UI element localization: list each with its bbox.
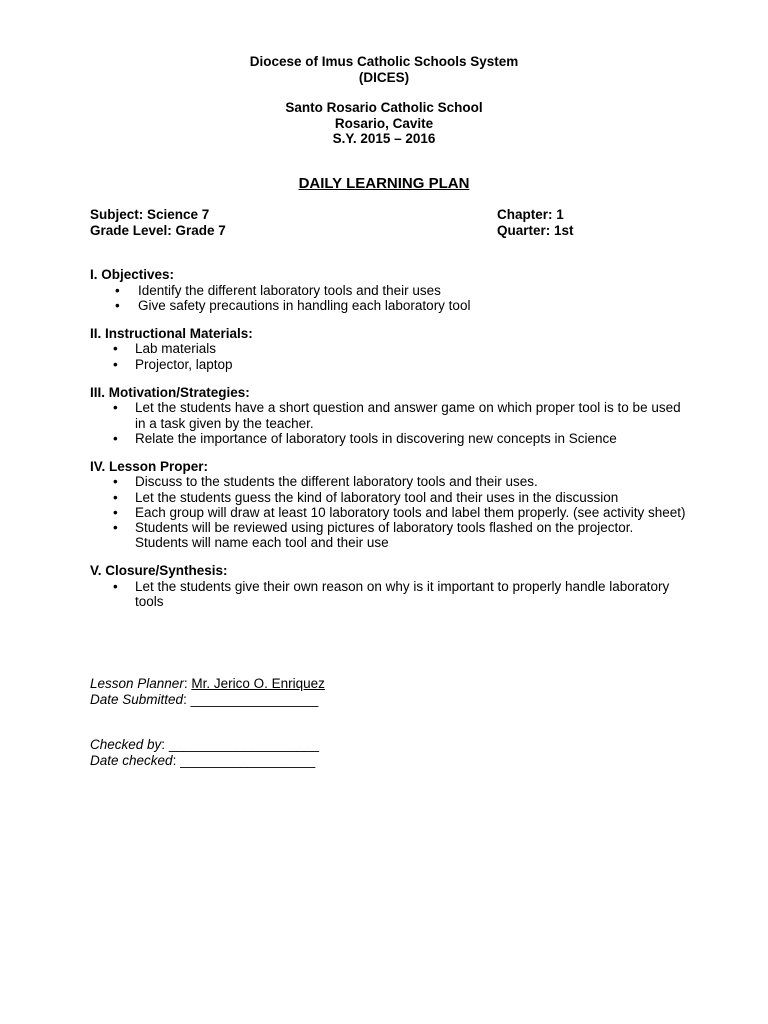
diocese-name: Diocese of Imus Catholic Schools System <box>249 54 519 69</box>
section-heading: V. Closure/Synthesis: <box>90 563 228 579</box>
planner-block <box>90 676 325 707</box>
date-submitted-line: Date Submitted: _________________ <box>90 691 319 707</box>
list-item: • Let the students have a short question and answer game on which proper tool is to be used in a task given by the teacher. <box>90 400 690 430</box>
document-title: DAILY LEARNING PLAN <box>298 175 470 192</box>
planner-line: Lesson Planner: Mr. Jerico O. Enriquez <box>90 676 325 691</box>
list-item: • Relate the importance of laboratory tools in discovering new concepts in Science <box>90 431 690 446</box>
planner-name: Mr. Jerico O. Enriquez <box>191 676 325 691</box>
plan-body <box>90 267 690 622</box>
grade-level-label: Grade Level: Grade 7 <box>90 222 226 238</box>
section-heading: III. Motivation/Strategies: <box>90 384 250 400</box>
subject-label: Subject: Science 7 <box>90 207 210 222</box>
section-objectives <box>90 267 690 313</box>
school-name: Santo Rosario Catholic School <box>285 100 483 115</box>
document-header <box>0 54 768 147</box>
chapter-label: Chapter: 1 <box>497 207 564 222</box>
checked-by-line: Checked by: ____________________ <box>90 737 319 752</box>
list-item: • Lab materials <box>90 341 690 356</box>
section-heading: I. Objectives: <box>90 267 175 282</box>
section-heading: IV. Lesson Proper: <box>90 458 209 474</box>
school-year: S.Y. 2015 – 2016 <box>332 131 436 146</box>
date-submitted-blank: _________________ <box>190 691 319 707</box>
list-item: • Identify the different laboratory tools and their uses <box>90 283 690 298</box>
section-motivation <box>90 385 690 446</box>
planner-label: Lesson Planner <box>90 676 184 691</box>
date-submitted-label: Date Submitted <box>90 691 184 707</box>
list-item: • Let the students give their own reason on why is it important to properly handle laboratory tools <box>90 579 690 609</box>
checked-by-label: Checked by <box>90 737 162 752</box>
section-instructional-materials <box>90 326 690 372</box>
checked-by-blank: ____________________ <box>168 737 319 752</box>
quarter-label: Quarter: 1st <box>497 222 574 238</box>
list-item: • Projector, laptop <box>90 357 690 372</box>
bullet-list <box>90 579 690 609</box>
list-item: • Let the students guess the kind of laboratory tool and their uses in the discussion <box>90 490 690 505</box>
checked-block <box>90 737 319 768</box>
list-item: • Each group will draw at least 10 laboratory tools and label them properly. (see activity sheet) <box>90 505 690 520</box>
bullet-list <box>90 283 690 313</box>
meta-left <box>90 207 226 238</box>
date-checked-line: Date checked: __________________ <box>90 752 316 768</box>
date-checked-label: Date checked <box>90 752 173 768</box>
list-item: • Students will be reviewed using pictures of laboratory tools flashed on the projector. Students will name each tool and their use <box>90 520 690 550</box>
section-lesson-proper <box>90 459 690 551</box>
meta-right <box>497 207 574 238</box>
school-location: Rosario, Cavite <box>334 115 434 131</box>
section-heading: II. Instructional Materials: <box>90 325 253 341</box>
list-item: • Discuss to the students the different laboratory tools and their uses. <box>90 474 690 489</box>
bullet-list <box>90 341 690 371</box>
list-item: • Give safety precautions in handling each laboratory tool <box>90 298 690 313</box>
date-checked-blank: __________________ <box>180 752 316 768</box>
bullet-list <box>90 474 690 550</box>
diocese-acronym: (DICES) <box>358 69 410 85</box>
section-closure <box>90 563 690 609</box>
bullet-list <box>90 400 690 446</box>
